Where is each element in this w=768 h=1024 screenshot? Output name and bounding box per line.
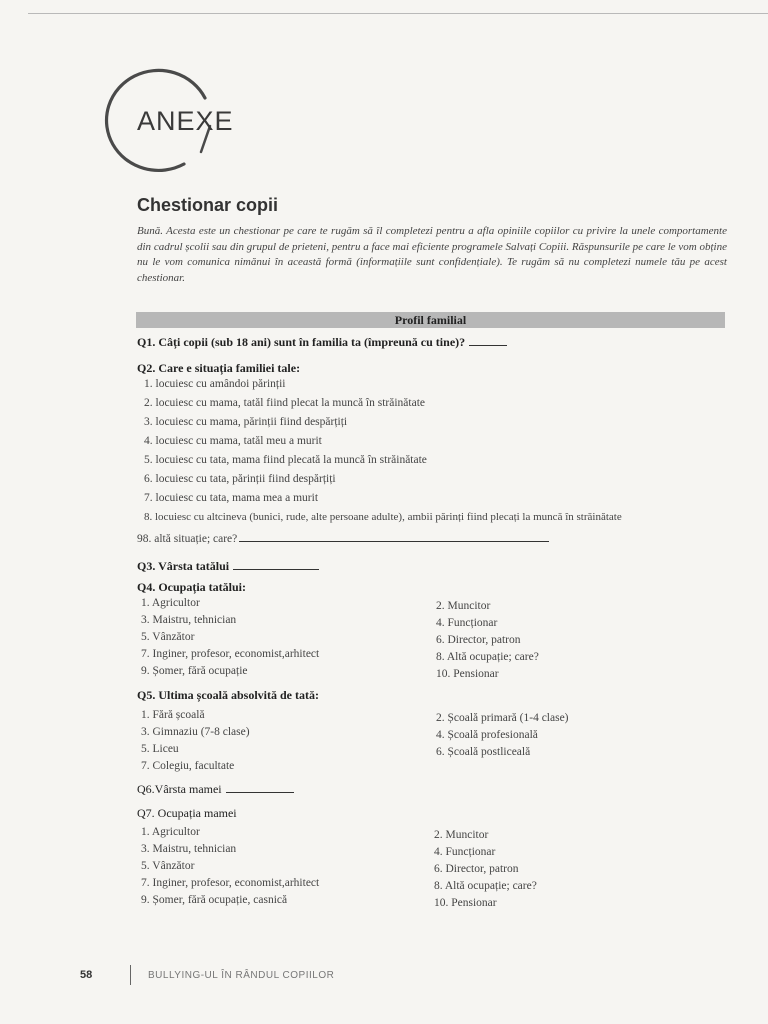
q5-option[interactable]: 1. Fără școală xyxy=(141,709,205,721)
q7-option[interactable]: 4. Funcționar xyxy=(434,846,496,858)
q6-answer-line[interactable] xyxy=(226,781,294,793)
q5-option[interactable]: 2. Școală primară (1-4 clase) xyxy=(436,712,569,724)
question-q1 xyxy=(137,334,507,350)
q5-option[interactable]: 4. Școală profesională xyxy=(436,729,538,741)
question-q7-text: Q7. Ocupația mamei xyxy=(137,806,237,820)
q7-option[interactable]: 8. Altă ocupație; care? xyxy=(434,880,537,892)
q4-option[interactable]: 6. Director, patron xyxy=(436,634,521,646)
q7-option[interactable]: 6. Director, patron xyxy=(434,863,519,875)
question-q6-text: Q6.Vârsta mamei xyxy=(137,782,222,796)
footer-divider xyxy=(130,965,131,985)
q4-option[interactable]: 8. Altă ocupație; care? xyxy=(436,651,539,663)
question-q6 xyxy=(137,781,294,797)
q7-option[interactable]: 9. Șomer, fără ocupație, casnică xyxy=(141,894,288,906)
q2-option[interactable]: 1. locuiesc cu amândoi părinții xyxy=(144,378,286,390)
q2-option[interactable]: 3. locuiesc cu mama, părinții fiind despărțiți xyxy=(144,416,348,428)
q2-option[interactable]: 4. locuiesc cu mama, tatăl meu a murit xyxy=(144,435,322,447)
q4-option[interactable]: 9. Șomer, fără ocupație xyxy=(141,665,248,677)
q7-option[interactable]: 5. Vânzător xyxy=(141,860,195,872)
intro-paragraph: Bună. Acesta este un chestionar pe care te rugăm să îl completezi pentru a afla opiniile copiilor cu privire la unele comportamente din cadrul școlii sau din grupul de prieteni, pentru a face mai eficiente programele Salvați Copiii. Răspunsurile pe care le vom obține nu le vom comunica nimănui în această formă (informațiile sunt confidențiale). Te rugăm să nu completezi numele tău pe acest chestionar. xyxy=(137,225,727,284)
top-rule xyxy=(28,13,768,14)
q4-option[interactable]: 5. Vânzător xyxy=(141,631,195,643)
q5-option[interactable]: 3. Gimnaziu (7-8 clase) xyxy=(141,726,250,738)
q3-answer-line[interactable] xyxy=(233,558,319,570)
q7-option[interactable]: 7. Inginer, profesor, economist,arhitect xyxy=(141,877,320,889)
q7-option[interactable]: 1. Agricultor xyxy=(141,826,200,838)
q5-option[interactable]: 5. Liceu xyxy=(141,743,179,755)
q5-option[interactable]: 6. Școală postliceală xyxy=(436,746,531,758)
page-number: 58 xyxy=(80,969,93,981)
page-title: Chestionar copii xyxy=(137,195,279,215)
q4-option[interactable]: 4. Funcționar xyxy=(436,617,498,629)
q7-option[interactable]: 10. Pensionar xyxy=(434,897,497,909)
q2-other-answer-line[interactable] xyxy=(239,530,549,542)
q7-option[interactable]: 3. Maistru, tehnician xyxy=(141,843,237,855)
q4-option[interactable]: 2. Muncitor xyxy=(436,600,491,612)
q4-option[interactable]: 10. Pensionar xyxy=(436,668,499,680)
running-title: BULLYING-UL ÎN RÂNDUL COPIILOR xyxy=(148,970,335,981)
q2-option[interactable]: 7. locuiesc cu tata, mama mea a murit xyxy=(144,492,319,504)
q2-option[interactable]: 2. locuiesc cu mama, tatăl fiind plecat la muncă în străinătate xyxy=(144,397,425,409)
q2-option-other-label: 98. altă situație; care? xyxy=(137,533,238,545)
q7-option[interactable]: 2. Muncitor xyxy=(434,829,489,841)
question-q5-text: Q5. Ultima școală absolvită de tată: xyxy=(137,688,319,702)
section-header: Profil familial xyxy=(136,312,725,328)
q4-option[interactable]: 7. Inginer, profesor, economist,arhitect xyxy=(141,648,320,660)
question-q4-text: Q4. Ocupația tatălui: xyxy=(137,580,247,594)
question-q3-text: Q3. Vârsta tatălui xyxy=(137,559,230,573)
q2-option[interactable]: 5. locuiesc cu tata, mama fiind plecată la muncă în străinătate xyxy=(144,454,427,466)
q2-option-other[interactable] xyxy=(137,530,549,545)
q2-option[interactable]: 8. locuiesc cu altcineva (bunici, rude, alte persoane adulte), ambii părinți fiind plecați la muncă în străinătate xyxy=(144,511,622,523)
question-q3 xyxy=(137,558,319,574)
question-q1-text: Q1. Câți copii (sub 18 ani) sunt în familia ta (împreună cu tine)? xyxy=(137,335,466,349)
q4-option[interactable]: 3. Maistru, tehnician xyxy=(141,614,237,626)
q1-answer-line[interactable] xyxy=(469,334,507,346)
q4-option[interactable]: 1. Agricultor xyxy=(141,597,200,609)
question-q2-text: Q2. Care e situația familiei tale: xyxy=(137,361,301,375)
section-label: ANEXE xyxy=(137,106,234,136)
q5-option[interactable]: 7. Colegiu, facultate xyxy=(141,760,235,772)
q2-option[interactable]: 6. locuiesc cu tata, părinții fiind despărțiți xyxy=(144,473,336,485)
